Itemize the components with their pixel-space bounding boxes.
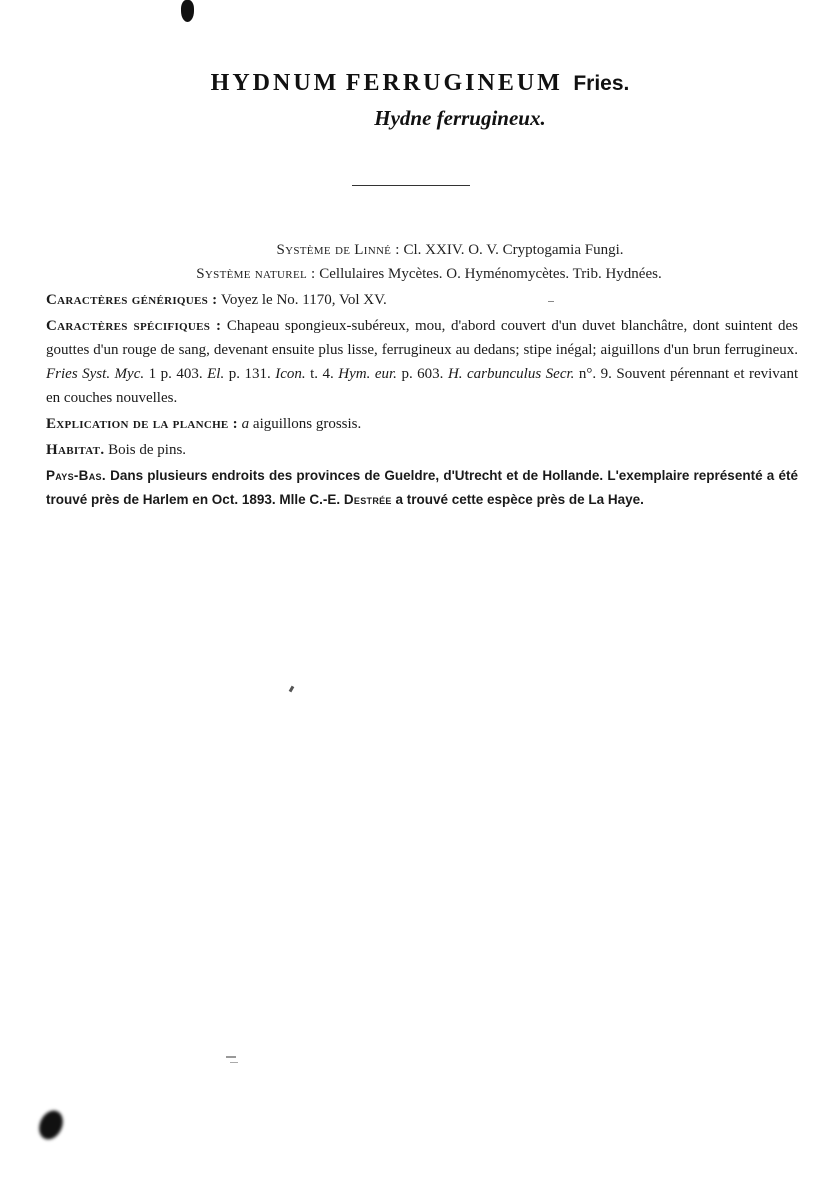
systeme-naturel-text: Cellulaires Mycètes. O. Hyménomycètes. Trib. Hydnées. xyxy=(319,266,662,282)
systeme-linne xyxy=(0,240,840,260)
specifiques-text: Chapeau spongieux-subéreux, mou, d'abord couvert d'un duvet blanchâtre, dont suintent des gouttes d'un rouge de sang, devenant ensuite plus lisse, ferrugineux au dedans; stipe inégal; aiguillons d'un brun ferrugineux. xyxy=(46,318,799,358)
ink-spot xyxy=(181,0,194,22)
title-genus: HYDNUM xyxy=(210,70,340,96)
pays-bas-text: Dans plusieurs endroits des provinces de Gueldre, d'Utrecht et de Hollande. L'exemplaire représenté a été trouvé près de Harlem en Oct. 1893. Mlle C.-E. xyxy=(46,468,798,507)
reference-page: 1 p. 403. xyxy=(148,366,203,382)
speck xyxy=(289,686,295,693)
systeme-naturel-label: Système naturel : xyxy=(196,266,316,282)
figure-letter: a xyxy=(241,416,250,432)
generiques-label: Caractères génériques : xyxy=(46,292,218,308)
title-divider xyxy=(352,185,470,186)
page-title xyxy=(0,70,840,97)
speck xyxy=(230,1062,238,1063)
caracteres-generiques xyxy=(46,288,798,312)
systeme-linne-text: Cl. XXIV. O. V. Cryptogamia Fungi. xyxy=(403,242,624,258)
reference: H. carbunculus Secr. xyxy=(447,366,575,382)
description-body xyxy=(46,288,798,514)
pays-bas xyxy=(46,464,798,512)
reference-page: n°. 9. Souvent pérennant et revivant en couches nouvelles. xyxy=(46,366,799,406)
reference: El. xyxy=(207,366,225,382)
reference: Hym. eur. xyxy=(338,366,397,382)
reference-page: p. 131. xyxy=(228,366,271,382)
reference: Fries Syst. Myc. xyxy=(46,366,145,382)
generiques-text: Voyez le No. 1170, Vol XV. xyxy=(220,292,387,308)
systeme-linne-label: Système de Linné : xyxy=(276,242,400,258)
explication-label: Explication de la planche : xyxy=(46,416,238,432)
reference: Icon. xyxy=(275,366,306,382)
pays-bas-label: Pays-Bas. xyxy=(46,468,106,483)
specifiques-label: Caractères spécifiques : xyxy=(46,318,222,334)
french-name: Hydne ferrugineux. xyxy=(374,106,546,130)
pays-bas-text-end: a trouvé cette espèce près de La Haye. xyxy=(395,492,644,507)
habitat-text: Bois de pins. xyxy=(108,442,187,458)
reference-page: p. 603. xyxy=(401,366,444,382)
explication-text: aiguillons grossis. xyxy=(252,416,362,432)
title-species: FERRUGINEUM xyxy=(345,70,563,96)
title-author: Fries. xyxy=(573,72,630,95)
ink-spot xyxy=(35,1107,68,1143)
habitat-label: Habitat. xyxy=(46,442,105,458)
systeme-naturel xyxy=(0,264,840,284)
reference-page: t. 4. xyxy=(310,366,334,382)
speck xyxy=(226,1056,236,1058)
explication-planche xyxy=(46,412,798,436)
collector-name: Destrée xyxy=(343,492,392,507)
habitat xyxy=(46,438,798,462)
caracteres-specifiques xyxy=(46,314,798,410)
